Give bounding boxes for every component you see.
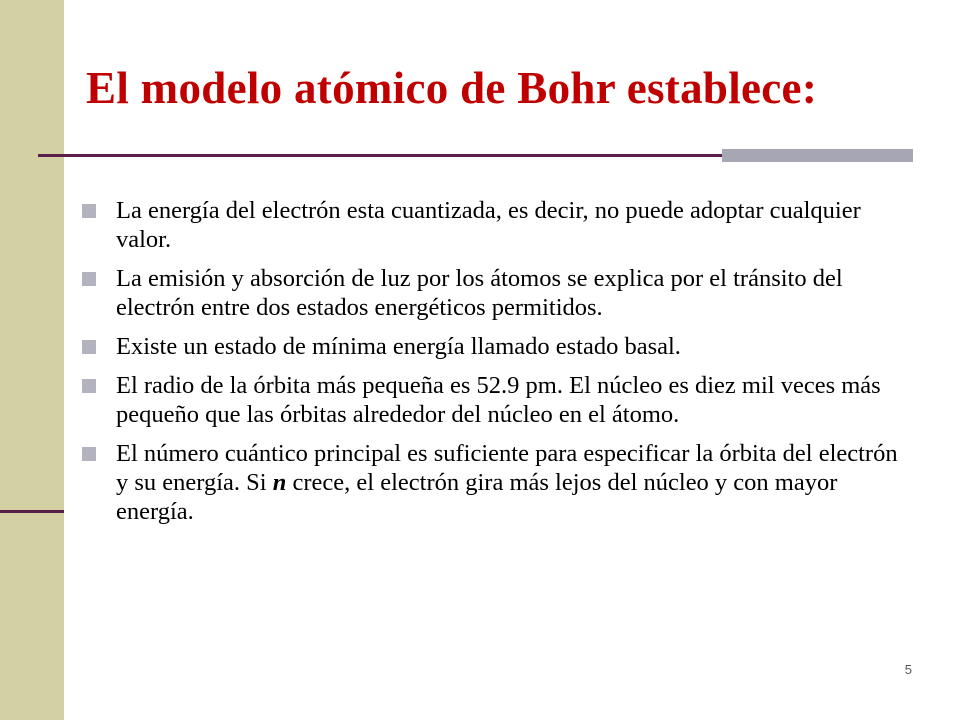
bullet-item [78, 196, 900, 254]
square-bullet-icon [82, 447, 96, 461]
emphasis-variable-n: n [272, 469, 287, 496]
bullet-text: Existe un estado de mínima energía llamado estado basal. [116, 333, 681, 360]
title-rule-accent [722, 149, 913, 162]
bullet-text-continued: crece, el electrón gira más lejos del núcleo y con mayor energía. [116, 469, 838, 525]
square-bullet-icon [82, 272, 96, 286]
bullet-text: El radio de la órbita más pequeña es 52.9 pm. El núcleo es diez mil veces más pequeño que las órbitas alrededor del núcleo en el átomo. [116, 372, 881, 428]
square-bullet-icon [82, 340, 96, 354]
bullet-item [78, 264, 900, 322]
page-number: 5 [904, 662, 912, 677]
bullet-text: El número cuántico principal es suficiente para especificar la órbita del electrón y su energía. Si [116, 440, 898, 496]
bullet-text: La emisión y absorción de luz por los átomos se explica por el tránsito del electrón entre dos estados energéticos permitidos. [116, 265, 843, 321]
left-decorative-band [0, 0, 64, 720]
bullet-text: La energía del electrón esta cuantizada, es decir, no puede adoptar cualquier valor. [116, 197, 861, 253]
bullet-list [78, 196, 900, 536]
left-band-tick [0, 510, 64, 513]
bullet-item [78, 439, 900, 526]
slide-title: El modelo atómico de Bohr establece: [86, 63, 818, 113]
bullet-item [78, 332, 900, 361]
square-bullet-icon [82, 379, 96, 393]
square-bullet-icon [82, 204, 96, 218]
bullet-item [78, 371, 900, 429]
